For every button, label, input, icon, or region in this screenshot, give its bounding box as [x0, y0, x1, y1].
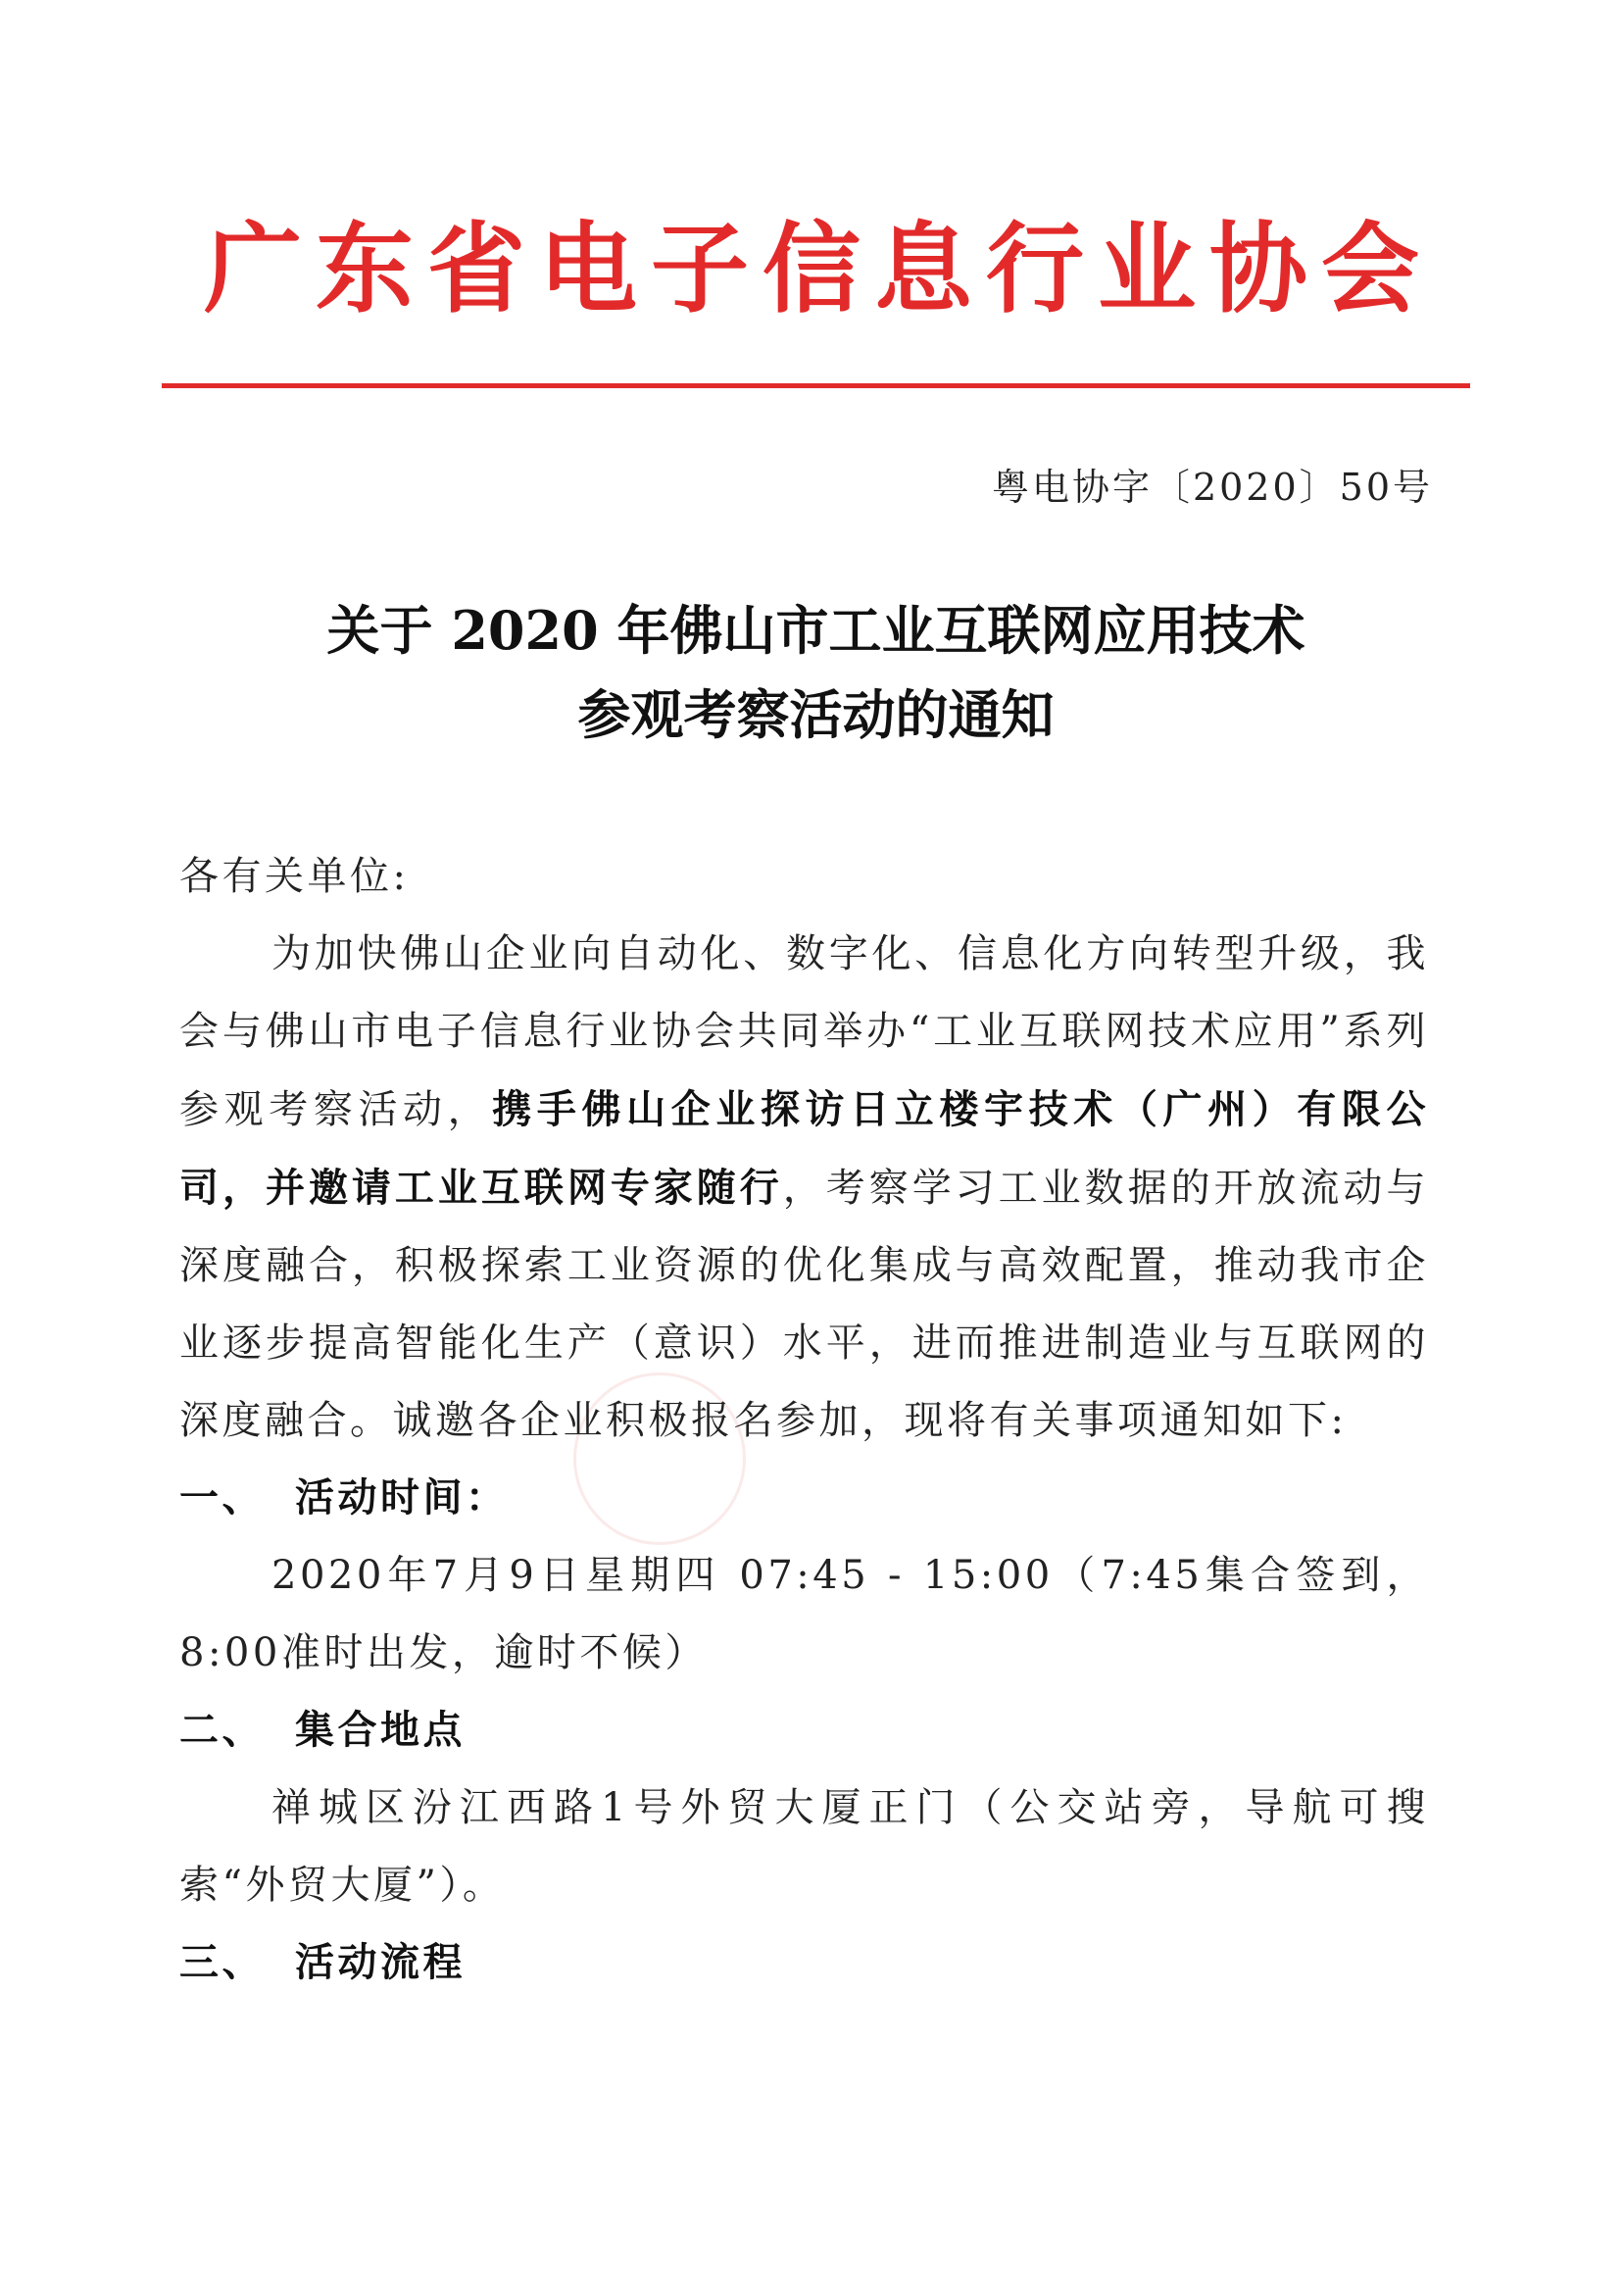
section-number: 二、 [179, 1708, 265, 1753]
document-title-line-1: 关于 2020 年佛山市工业互联网应用技术 [326, 599, 1305, 662]
section-number: 一、 [179, 1475, 265, 1520]
section-heading-time [179, 1460, 1429, 1537]
section-heading-location [179, 1692, 1429, 1770]
document-title [162, 588, 1470, 757]
section-content-time: 2020年7月9日星期四 07:45 - 15:00（7:45集合签到，8:00准时出发，逾时不候） [179, 1553, 1429, 1675]
intro-text-emphasis: 携手佛山企业探访日立楼宇技术（广州）有限公司，并邀请工业互联网专家随行 [179, 1086, 1430, 1211]
section-content-location: 禅城区汾江西路1号外贸大厦正门（公交站旁，导航可搜索“外贸大厦”）。 [179, 1785, 1429, 1908]
section-title: 集合地点 [295, 1708, 466, 1753]
salutation: 各有关单位: [179, 854, 410, 899]
intro-paragraph [179, 916, 1429, 1460]
section-title: 活动时间： [295, 1475, 509, 1520]
section-heading-process [179, 1924, 1429, 2002]
document-number: 粤电协字〔2020〕50号 [991, 466, 1433, 509]
document-title-line-2: 参观考察活动的通知 [577, 683, 1055, 746]
document-body [179, 838, 1429, 2002]
header-divider [162, 383, 1470, 388]
section-title: 活动流程 [295, 1940, 466, 1985]
section-number: 三、 [179, 1940, 265, 1985]
organization-header: 广东省电子信息行业协会 [204, 212, 1433, 326]
intro-text-part-1: 为加快佛山企业向自动化、数字化、信息化方向转型升级，我会与佛山市电子信息行业协会共同举办“工业互联网技术应用”系列参观考察活动， [179, 931, 1429, 1132]
intro-text-part-2: ，考察学习工业数据的开放流动与深度融合，积极探索工业资源的优化集成与高效配置，推动我市企业逐步提高智能化生产（意识）水平，进而推进制造业与互联网的深度融合。诚邀各企业积极报名参加，现将有关事项通知如下: [179, 1166, 1429, 1443]
